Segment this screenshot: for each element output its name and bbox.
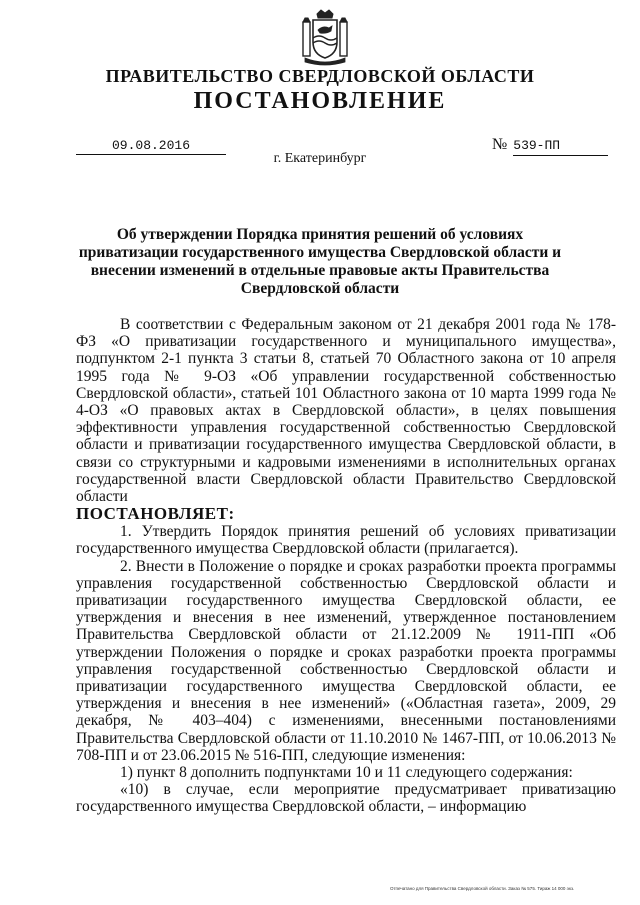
number-prefix: № xyxy=(492,136,508,153)
coat-of-arms-icon xyxy=(299,8,351,66)
document-number: 539-ПП xyxy=(513,136,608,156)
item-1-paragraph: 1. Утвердить Порядок принятия решений об условиях приватизации государственного имущества Свердловской области (прилагается). xyxy=(76,523,616,558)
document-date: 09.08.2016 xyxy=(76,137,226,155)
subitem-1-text: «10) в случае, если мероприятие предусматривает приватизацию государственного имущества Свердловской области, – информацию xyxy=(76,781,616,816)
item-2-paragraph: 2. Внести в Положение о порядке и сроках разработки проекта программы управления государственной собственностью Свердловской области и приватизации государственного имущества Свердловской области, ее утверждения и внесения в нее изменений, утвержденное постановлением Правительства Свердловской области от 21.12.2009 № 1911-ПП «Об утверждении Положения о порядке и сроках разработки проекта программы управления государственной собственностью Свердловской области и приватизации государственного имущества Свердловской области, ее утверждения и внесения в нее изменений» («Областная газета», 2009, 29 декабря, № 403–404) с изменениями, внесенными постановлениями Правительства Свердловской области от 11.10.2010 № 1467-ПП, от 10.06.2013 № 708-ПП и от 23.06.2015 № 516-ПП, следующие изменения: xyxy=(76,557,616,764)
resolves-heading: ПОСТАНОВЛЯЕТ: xyxy=(76,504,235,524)
city-name: г. Екатеринбург xyxy=(273,151,367,166)
document-type: ПОСТАНОВЛЕНИЕ xyxy=(193,88,447,114)
print-note: Отпечатано для Правительства Свердловской области. Заказ № 575. Тираж 14 000 экз. xyxy=(390,886,575,891)
government-name: ПРАВИТЕЛЬСТВО СВЕРДЛОВСКОЙ ОБЛАСТИ xyxy=(105,66,535,86)
document-subject: Об утверждении Порядка принятия решений об условиях приватизации государственного имущества Свердловской области и внесении изменений в отдельные правовые акты Правительства Свердловской области xyxy=(78,226,562,297)
document-body xyxy=(76,316,616,816)
subitem-1-paragraph: 1) пункт 8 дополнить подпунктами 10 и 11 следующего содержания: xyxy=(120,764,573,782)
preamble-paragraph: В соответствии с Федеральным законом от 21 декабря 2001 года № 178-ФЗ «О приватизации государственного и муниципального имущества», подпунктом 2-1 пункта 3 статьи 8, статьей 70 Областного закона от 10 апреля 1995 года № 9-ОЗ «Об управлении государственной собственностью Свердловской области», статьей 101 Областного закона от 10 марта 1999 года № 4-ОЗ «О правовых актах в Свердловской области», в целях повышения эффективности управления государственной собственностью Свердловской области и приватизации государственного имущества Свердловской области, в связи со структурными и кадровыми изменениями в исполнительных органах государственной власти Свердловской области Правительство Свердловской области xyxy=(76,316,616,506)
